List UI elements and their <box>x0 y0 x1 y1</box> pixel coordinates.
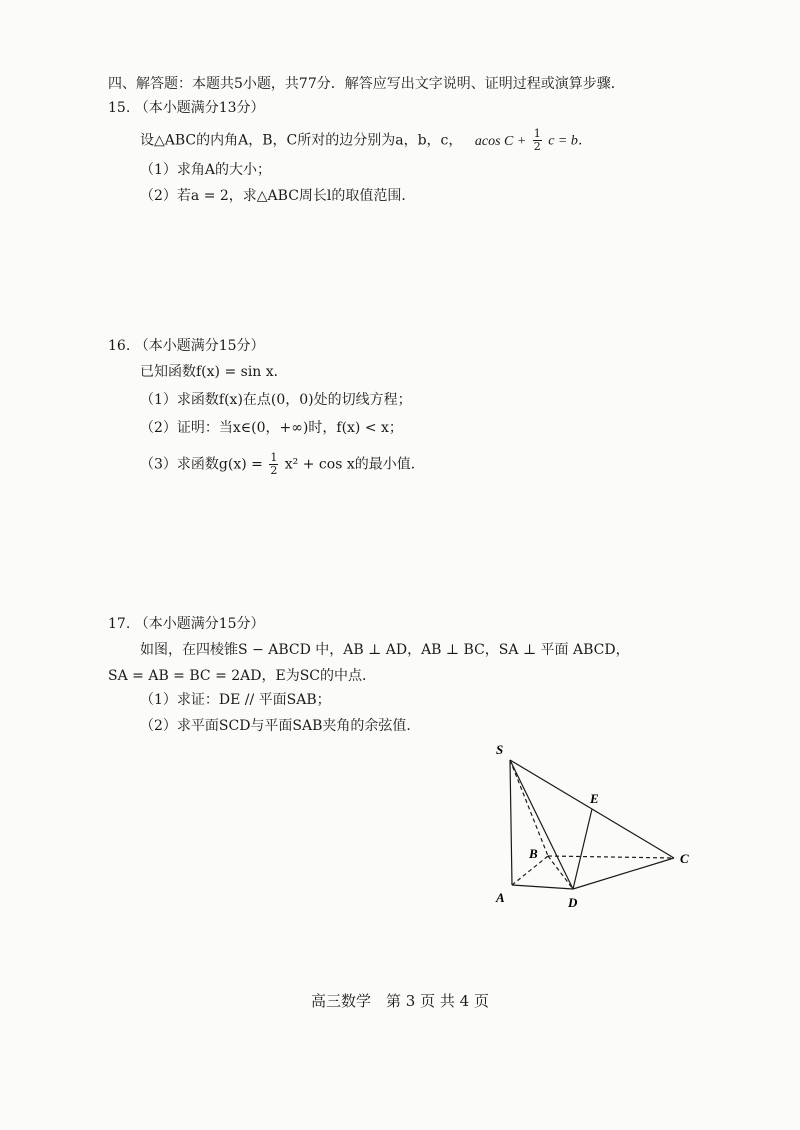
label-d: D <box>568 895 578 910</box>
fraction-numerator: 1 <box>533 127 541 140</box>
edge-dc <box>573 858 674 889</box>
label-b: B <box>529 846 538 861</box>
edge-sd <box>510 760 573 889</box>
problem-16-number: 16. <box>108 338 131 354</box>
problem-17-points: （本小题满分15分） <box>134 616 265 632</box>
label-c: C <box>680 851 689 866</box>
edge-sb <box>510 760 548 856</box>
problem-15-fraction <box>533 128 542 153</box>
label-e: E <box>590 791 599 806</box>
edge-sa <box>510 760 512 885</box>
problem-17-stem-line-2: SA = AB = BC = 2AD，E为SC的中点． <box>108 668 377 684</box>
edge-bc <box>548 856 674 858</box>
problem-15-stem-text: 设△ABC的内角A，B，C所对的边分别为a，b，c， <box>140 132 463 149</box>
problem-16-part-2: （2）证明：当x∈(0，+∞)时，f(x) < x； <box>140 420 403 436</box>
problem-16-part-3-after: x² + cos x的最小值． <box>284 456 425 473</box>
problem-15-part-1: （1）求角A的大小； <box>140 162 272 178</box>
section-header: 四、解答题：本题共5小题，共77分．解答应写出文字说明、证明过程或演算步骤． <box>108 76 625 92</box>
problem-15-points: （本小题满分13分） <box>134 100 265 116</box>
problem-16-stem: 已知函数f(x) = sin x． <box>140 364 288 380</box>
problem-15-number: 15. <box>108 100 131 116</box>
problem-17-heading <box>108 614 265 634</box>
problem-15-formula-b: c = b． <box>548 133 592 149</box>
fraction-denominator: 2 <box>270 464 278 477</box>
problem-16-fraction <box>269 452 278 477</box>
label-a: A <box>496 890 505 905</box>
problem-15-heading <box>108 98 265 118</box>
label-s: S <box>496 742 504 757</box>
problem-17-part-2: （2）求平面SCD与平面SAB夹角的余弦值． <box>140 718 421 734</box>
edge-bd <box>548 856 573 889</box>
problem-16-heading <box>108 336 265 356</box>
fraction-numerator: 1 <box>270 451 278 464</box>
segment-de <box>573 809 592 889</box>
fraction-denominator: 2 <box>533 140 541 153</box>
problem-16-points: （本小题满分15分） <box>134 338 265 354</box>
problem-16-part-1: （1）求函数f(x)在点(0，0)处的切线方程； <box>140 392 412 408</box>
edge-ab <box>512 856 548 885</box>
page-footer: 高三数学 第 3 页 共 4 页 <box>311 992 489 1010</box>
problem-15-stem <box>140 128 592 153</box>
problem-17-part-1: （1）求证：DE // 平面SAB； <box>140 692 331 708</box>
problem-15-formula-a: acos C + <box>474 133 527 149</box>
edge-sc <box>510 760 674 858</box>
edge-ad <box>512 885 573 889</box>
problem-17-stem-line-1: 如图，在四棱锥S − ABCD 中，AB ⊥ AD，AB ⊥ BC，SA ⊥ 平面 ABCD， <box>140 642 630 658</box>
problem-17-number: 17. <box>108 616 131 632</box>
problem-15-part-2: （2）若a = 2，求△ABC周长l的取值范围． <box>140 188 416 204</box>
problem-16-part-3 <box>140 452 425 477</box>
problem-16-part-3-before: （3）求函数g(x) = <box>140 456 263 473</box>
